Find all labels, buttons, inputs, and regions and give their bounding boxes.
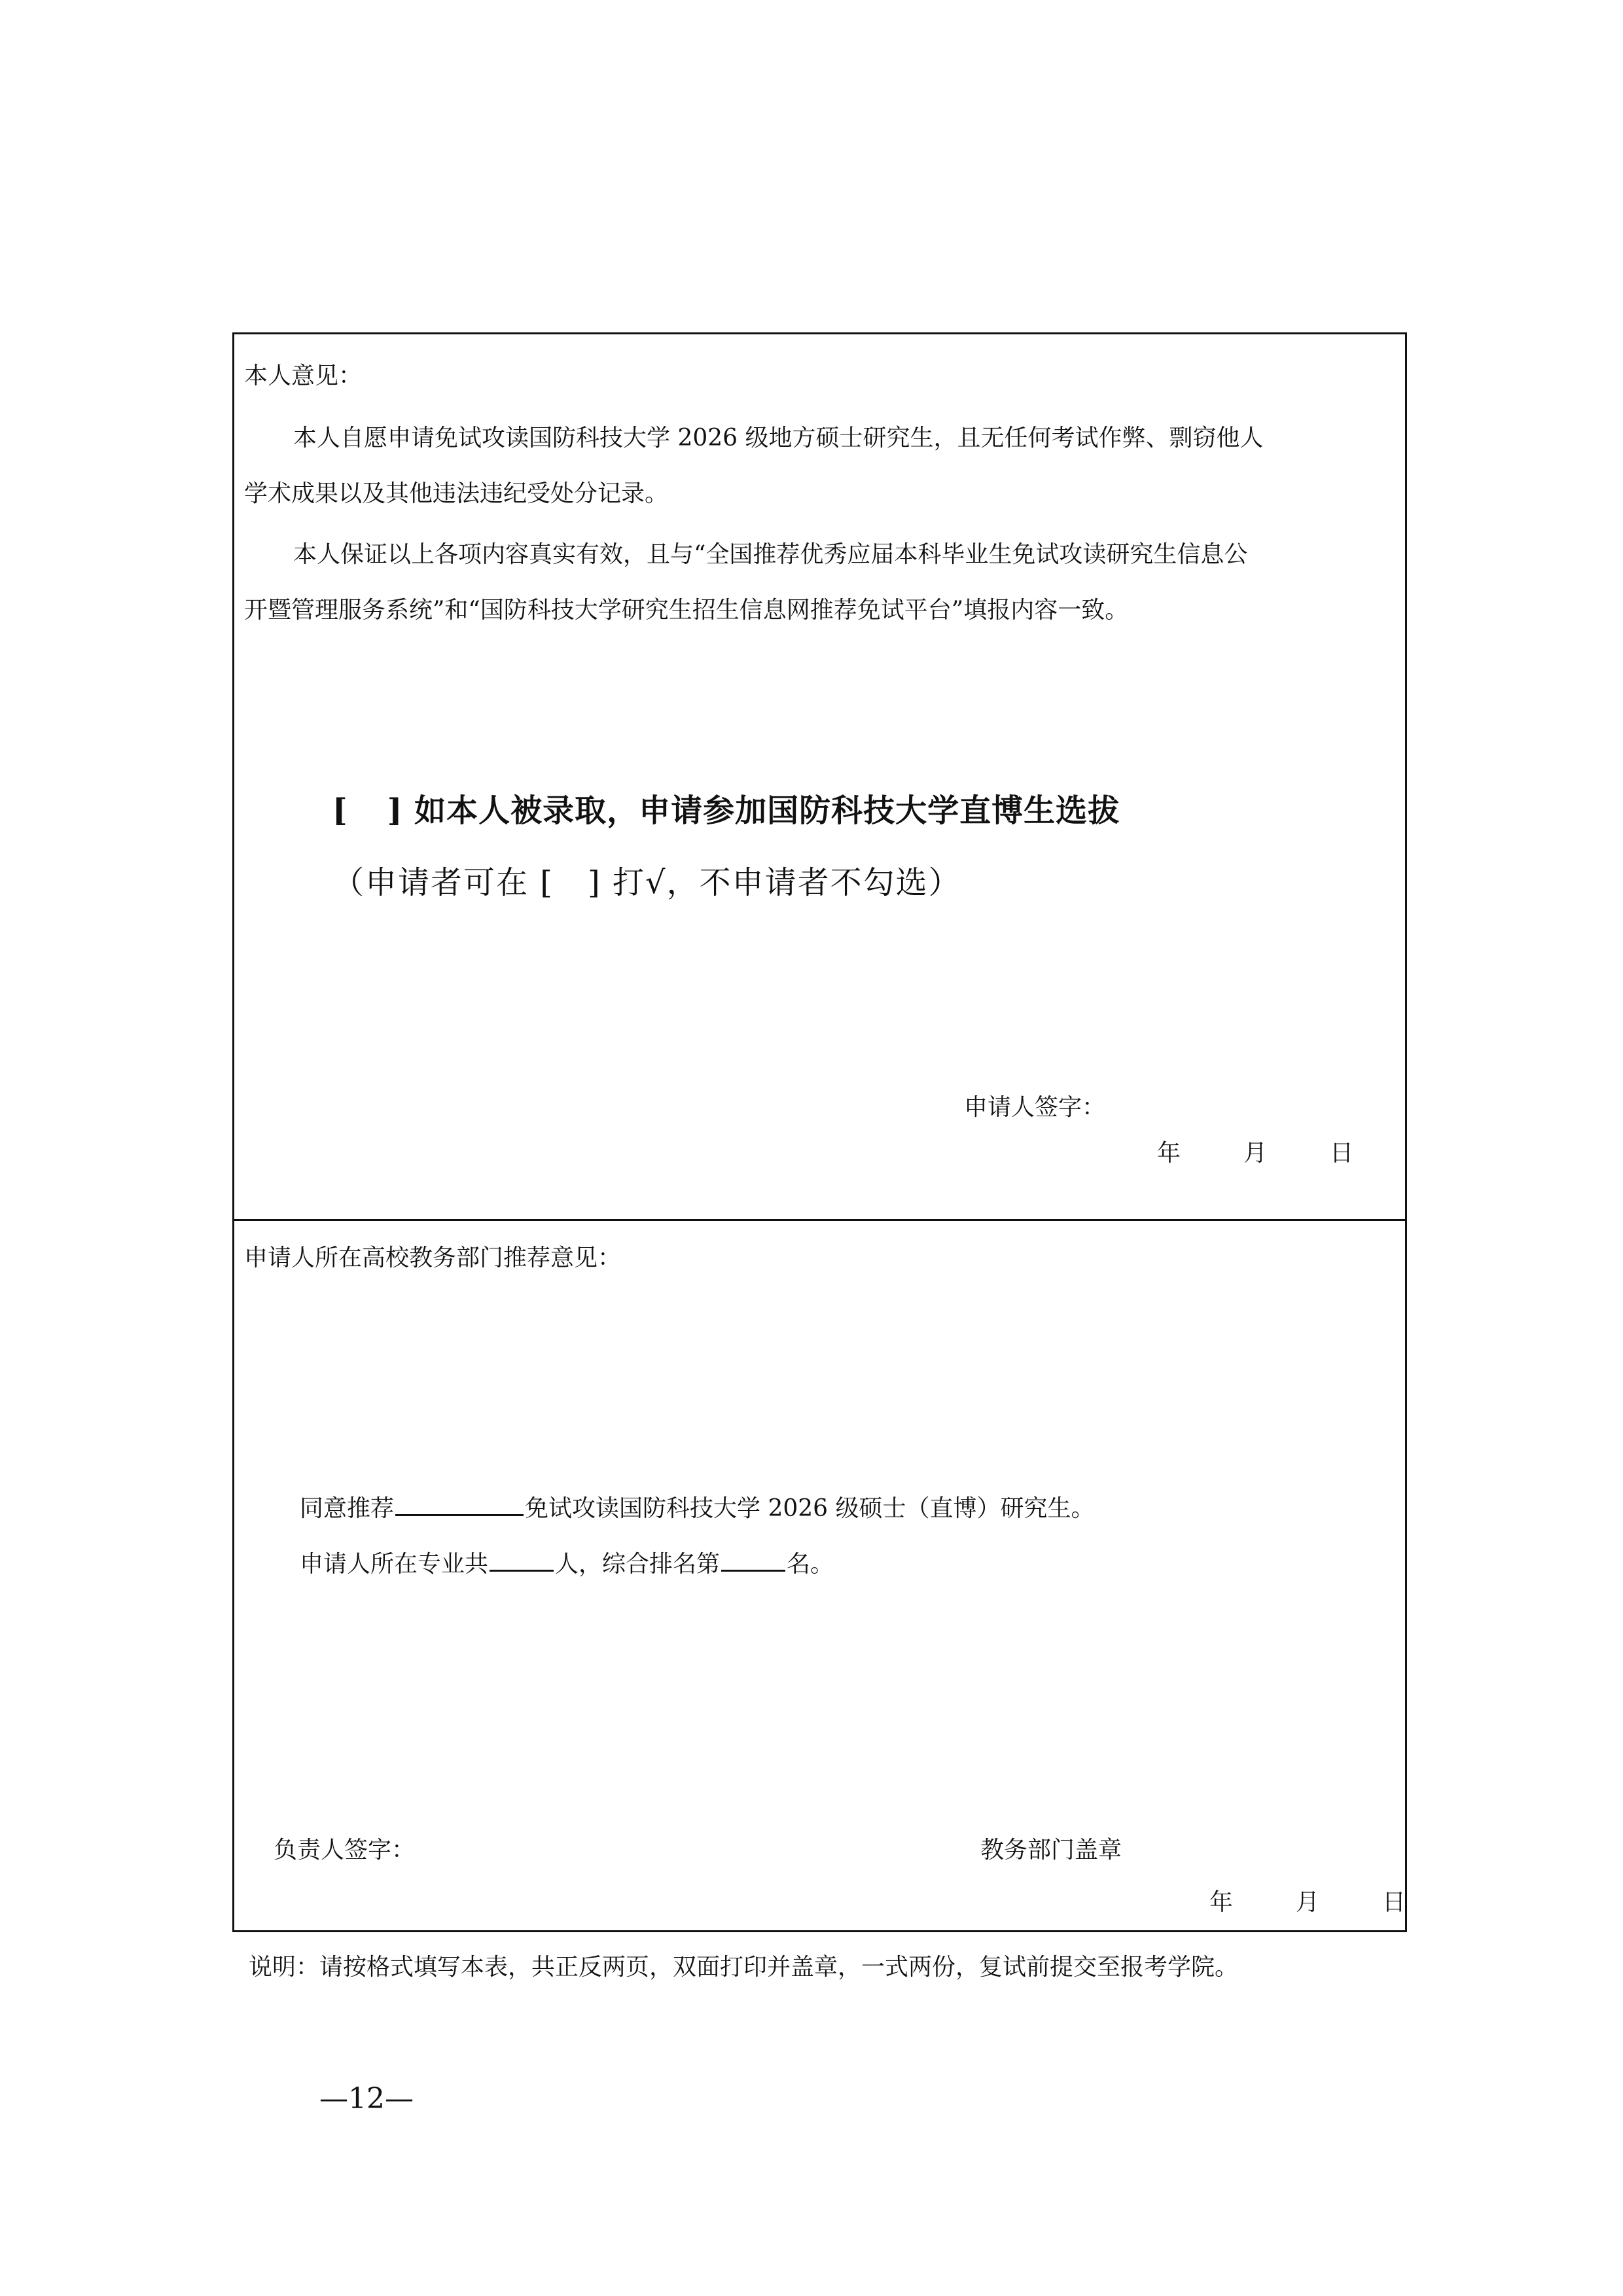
personal-opinion-heading: 本人意见： — [244, 362, 363, 389]
date-month-label: 月 — [1296, 1889, 1320, 1916]
direct-phd-option-text: 如本人被录取，申请参加国防科技大学直博生选拔 — [414, 792, 1120, 829]
recommend-suffix: 免试攻读国防科技大学 2026 级硕士（直博）研究生。 — [525, 1495, 1095, 1522]
date-year-label: 年 — [1209, 1889, 1234, 1916]
recommendation-heading: 申请人所在高校教务部门推荐意见： — [244, 1245, 622, 1271]
ranking-line — [300, 1545, 834, 1578]
page-number: —12— — [319, 2082, 414, 2115]
department-stamp-label: 教务部门盖章 — [980, 1837, 1122, 1863]
declaration-para2-line1: 本人保证以上各项内容真实有效，且与“全国推荐优秀应届本科毕业生免试攻读研究生信息公 — [293, 541, 1248, 568]
applicant-date — [1157, 1139, 1353, 1167]
total-students-blank[interactable] — [490, 1545, 554, 1572]
rank-suffix: 名。 — [787, 1551, 834, 1578]
checkbox-instructions — [332, 864, 961, 902]
date-day-label: 日 — [1330, 1140, 1354, 1167]
checkbox-open-bracket: [ — [332, 792, 348, 829]
date-day-label: 日 — [1382, 1889, 1406, 1916]
instructions-suffix: ] 打√，不申请者不勾选） — [588, 864, 961, 901]
direct-phd-option — [332, 792, 1120, 830]
declaration-para2-line2: 开暨管理服务系统”和“国防科技大学研究生招生信息网推荐免试平台”填报内容一致。 — [244, 597, 1129, 624]
checkbox-close-bracket: ] — [387, 792, 403, 829]
rank-mid: 人，综合排名第 — [555, 1551, 721, 1578]
rank-prefix: 申请人所在专业共 — [300, 1551, 489, 1578]
department-date — [1209, 1888, 1406, 1916]
recommend-prefix: 同意推荐 — [300, 1495, 395, 1522]
applicant-signature-label: 申请人签字： — [964, 1094, 1106, 1121]
date-month-label: 月 — [1243, 1140, 1268, 1167]
instructions-prefix: （申请者可在 [ — [332, 864, 554, 901]
supervisor-signature-label: 负责人签字： — [274, 1837, 416, 1863]
declaration-para1-line1: 本人自愿申请免试攻读国防科技大学 2026 级地方硕士研究生，且无任何考试作弊、剽窃他人 — [293, 425, 1264, 451]
declaration-para1-line2: 学术成果以及其他违法违纪受处分记录。 — [244, 480, 669, 507]
recommend-blank[interactable] — [395, 1489, 524, 1516]
rank-position-blank[interactable] — [721, 1545, 785, 1572]
recommendation-line — [300, 1489, 1095, 1523]
section-divider — [234, 1219, 1405, 1221]
footnote: 说明：请按格式填写本表，共正反两页，双面打印并盖章，一式两份，复试前提交至报考学院。 — [249, 1954, 1239, 1981]
date-year-label: 年 — [1157, 1140, 1181, 1167]
application-form — [232, 332, 1407, 1932]
